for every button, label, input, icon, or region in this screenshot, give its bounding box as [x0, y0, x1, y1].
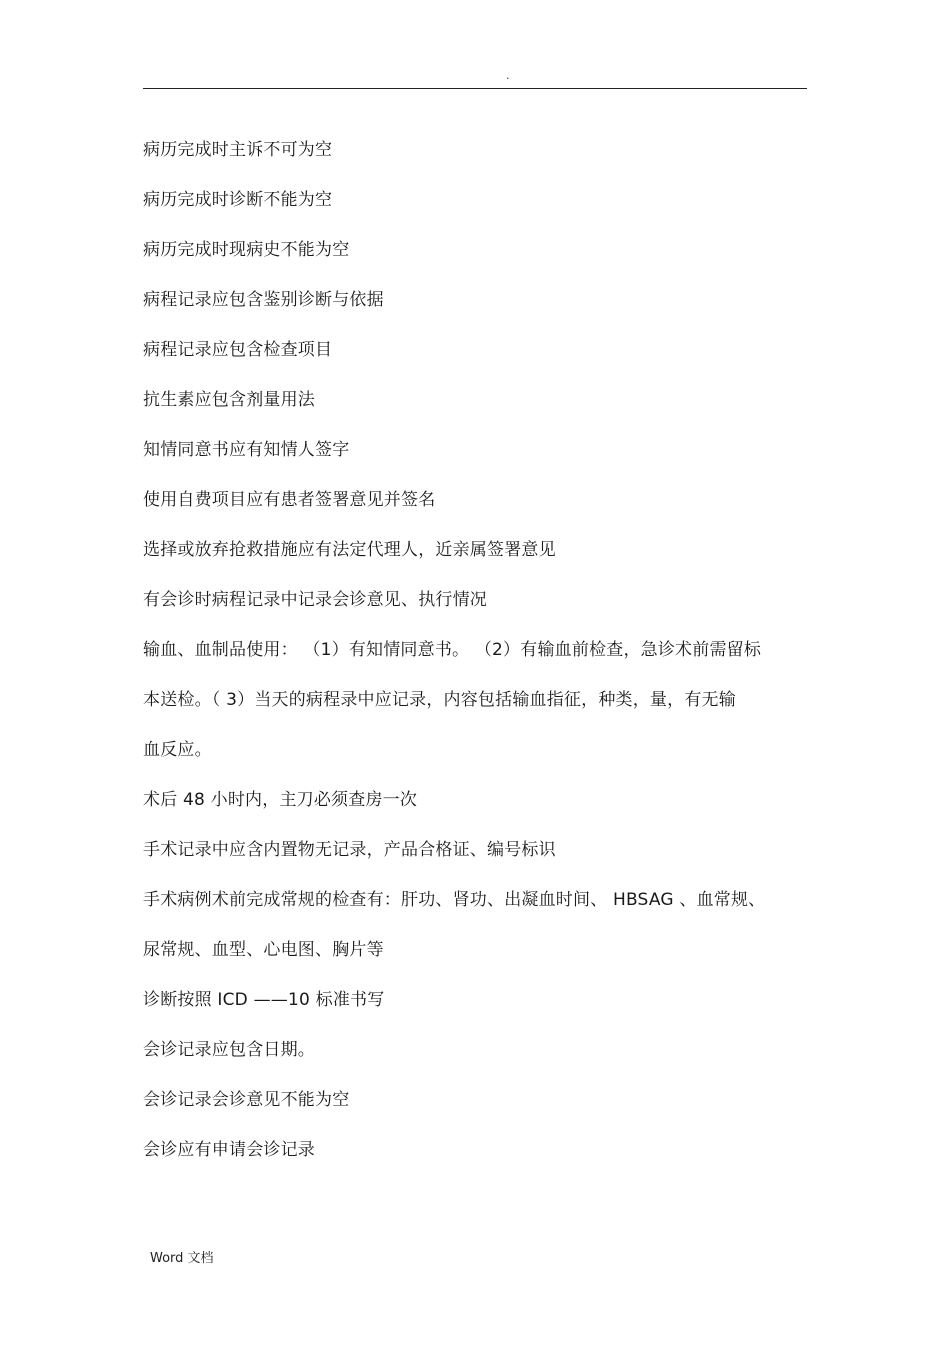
text-line: 知情同意书应有知情人签字: [143, 440, 350, 460]
text-line: 病历完成时诊断不能为空: [143, 190, 333, 210]
text-line: 有会诊时病程记录中记录会诊意见、执行情况: [143, 590, 487, 610]
text-line: 抗生素应包含剂量用法: [143, 390, 315, 410]
text-line: 手术记录中应含内置物无记录，产品合格证、编号标识: [143, 840, 556, 860]
text-line: 病程记录应包含检查项目: [143, 340, 333, 360]
text-line: 尿常规、血型、心电图、胸片等: [143, 940, 384, 960]
header-dot: .: [506, 69, 510, 82]
text-line: 选择或放弃抢救措施应有法定代理人，近亲属签署意见: [143, 540, 556, 560]
text-line: 病历完成时主诉不可为空: [143, 140, 333, 160]
text-line: 会诊应有申请会诊记录: [143, 1140, 315, 1160]
text-line: 术后 48 小时内，主刀必须查房一次: [143, 790, 418, 810]
footer-label: Word 文档: [150, 1251, 214, 1266]
document-body: [143, 125, 813, 1175]
text-line: 使用自费项目应有患者签署意见并签名: [143, 490, 436, 510]
text-line: 会诊记录应包含日期。: [143, 1040, 315, 1060]
text-line: 诊断按照 ICD ——10 标准书写: [143, 990, 385, 1010]
text-line: 手术病例术前完成常规的检查有：肝功、肾功、出凝血时间、 HBSAG 、血常规、: [143, 890, 766, 910]
text-line: 病程记录应包含鉴别诊断与依据: [143, 290, 384, 310]
text-line: 血反应。: [143, 740, 212, 760]
text-line: 本送检。（ 3）当天的病程录中应记录，内容包括输血指征，种类，量，有无输: [143, 690, 736, 710]
text-line: 会诊记录会诊意见不能为空: [143, 1090, 350, 1110]
text-line: 病历完成时现病史不能为空: [143, 240, 350, 260]
text-line: 输血、血制品使用： （1）有知情同意书。 （2）有输血前检查，急诊术前需留标: [143, 640, 762, 660]
header-rule: [143, 88, 807, 89]
